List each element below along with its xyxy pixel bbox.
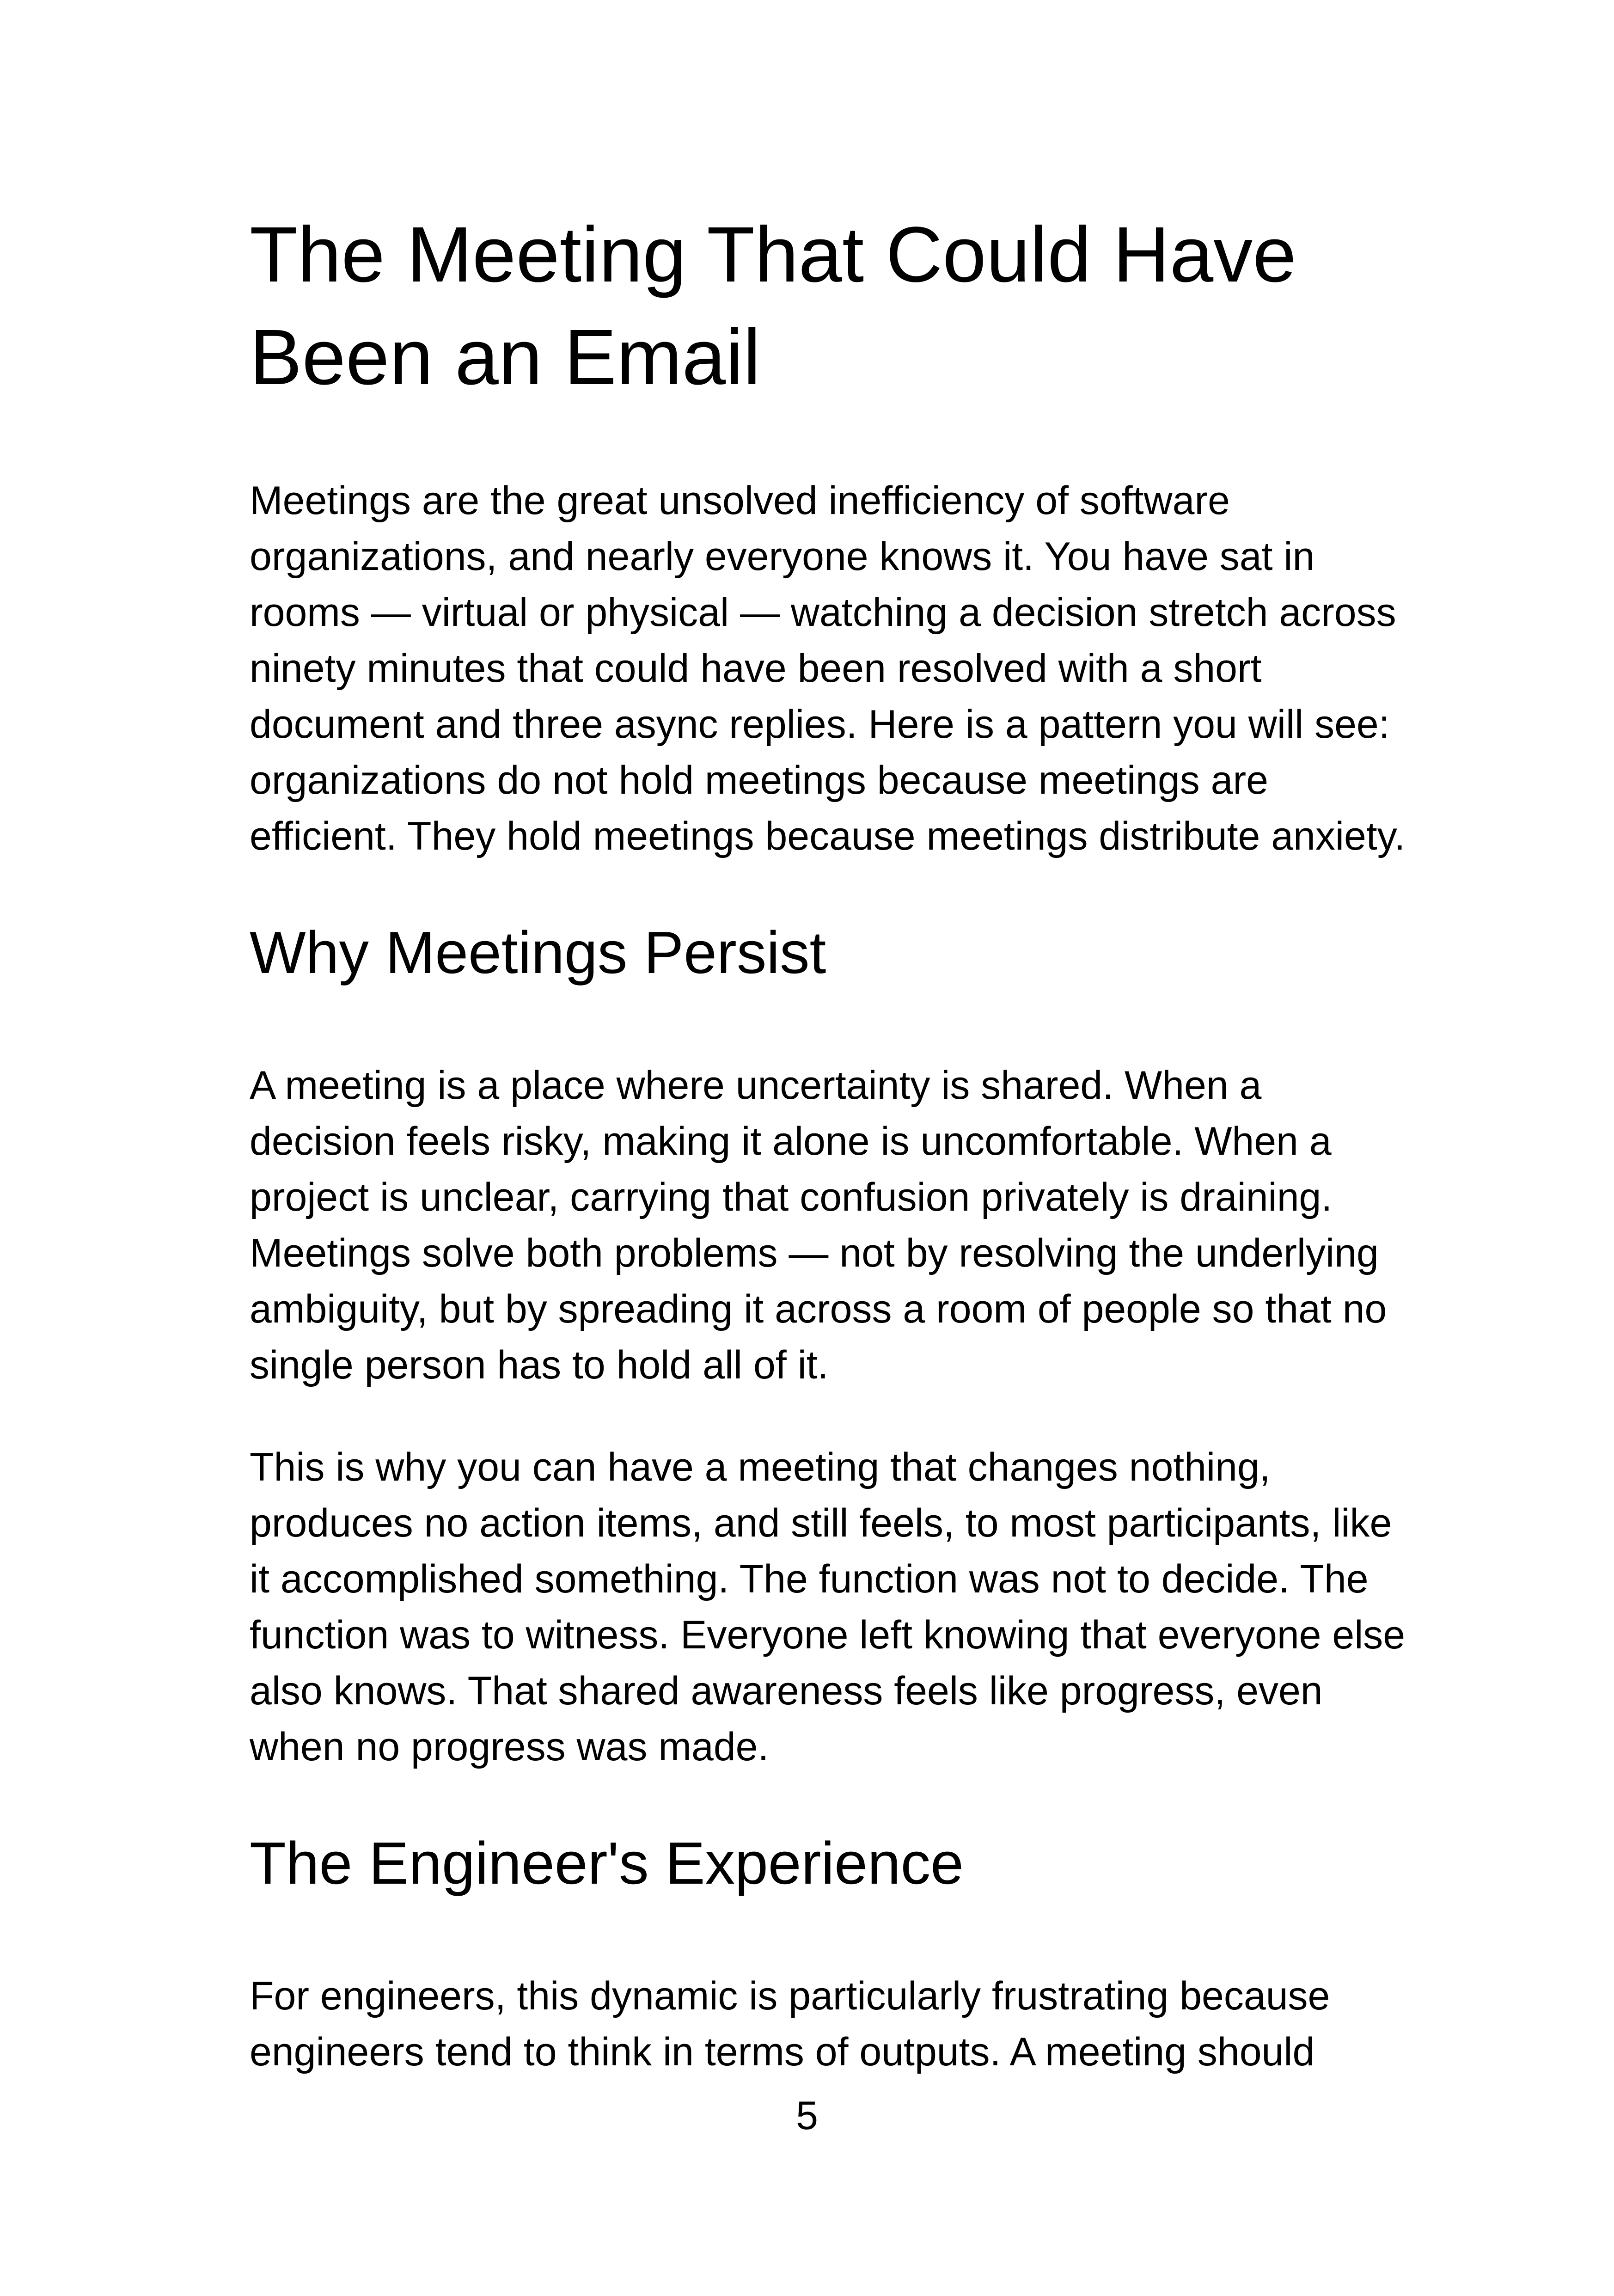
section-paragraph: For engineers, this dynamic is particularly frustrating because engineers tend to think in terms of outputs. A meeting should bbox=[250, 1974, 1330, 2074]
section-heading-engineers-experience: The Engineer's Experience bbox=[250, 1830, 964, 1897]
page-content bbox=[250, 203, 1414, 2080]
intro-paragraph: Meetings are the great unsolved inefficiency of software organizations, and nearly everyone knows it. You have sat in rooms — virtual or physical — watching a decision stretch across ninety minutes that could have been resolved with a short document and three async replies. Here is a pattern you will see: organizations do not hold meetings because meetings are efficient. They hold meetings because meetings distribute anxiety. bbox=[250, 478, 1406, 858]
section-paragraph: This is why you can have a meeting that changes nothing, produces no action items, and still feels, to most participants, like it accomplished something. The function was not to decide. The function was to witness. Everyone left knowing that everyone else also knows. That shared awareness feels like progress, even when no progress was made. bbox=[250, 1445, 1406, 1769]
section-paragraph: A meeting is a place where uncertainty is shared. When a decision feels risky, making it alone is uncomfortable. When a project is unclear, carrying that confusion privately is draining. Meetings solve both problems — not by resolving the underlying ambiguity, but by spreading it across a room of people so that no single person has to hold all of it. bbox=[250, 1063, 1387, 1387]
page-number: 5 bbox=[796, 2094, 818, 2138]
section-heading-why-meetings-persist: Why Meetings Persist bbox=[250, 919, 826, 986]
page-title: The Meeting That Could Have Been an Email bbox=[250, 211, 1296, 401]
